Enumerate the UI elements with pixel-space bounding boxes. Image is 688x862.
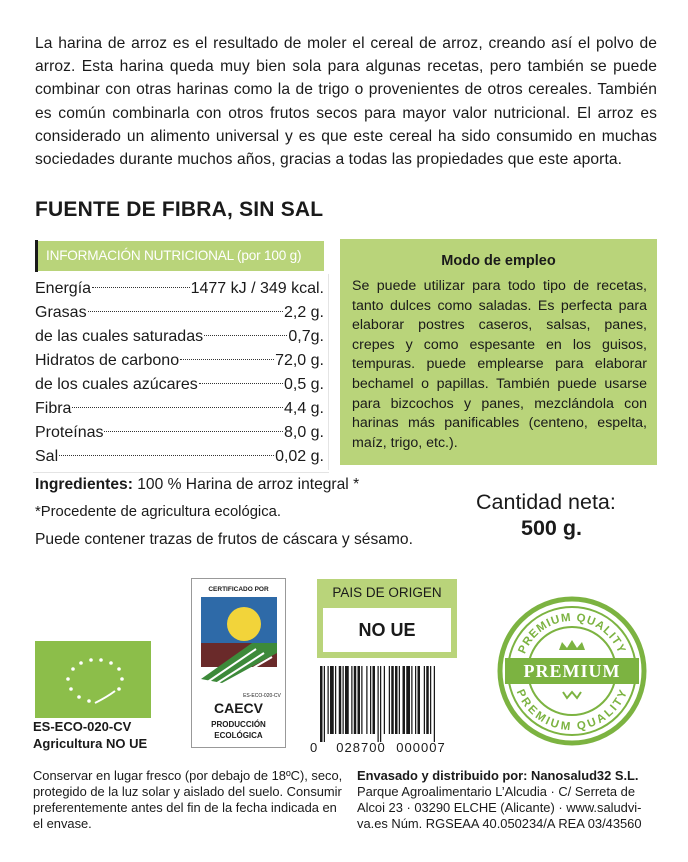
barcode-bar bbox=[426, 666, 429, 734]
nutrient-label: Proteínas bbox=[35, 424, 104, 441]
nutrition-row bbox=[35, 277, 324, 301]
barcode-bar bbox=[399, 666, 400, 734]
ingredients-value: 100 % Harina de arroz integral * bbox=[132, 476, 360, 493]
eu-organic-code: ES-ECO-020-CV bbox=[33, 719, 132, 734]
barcode-bar bbox=[391, 666, 394, 734]
nutrient-label: Sal bbox=[35, 448, 59, 465]
nutrient-value: 2,2 g. bbox=[283, 304, 324, 321]
net-quantity-value: 500 g. bbox=[521, 516, 582, 540]
nutrition-row bbox=[35, 373, 324, 397]
barcode-bar bbox=[380, 666, 381, 742]
nutrient-value: 1477 kJ / 349 kcal. bbox=[190, 280, 324, 297]
origin-value: NO UE bbox=[358, 620, 416, 640]
nutrition-row bbox=[35, 445, 324, 469]
barcode-bar bbox=[403, 666, 406, 734]
barcode-bar bbox=[415, 666, 416, 734]
allergen-note: Puede contener trazas de frutos de cáscara y sésamo. bbox=[35, 531, 413, 548]
premium-top: PREMIUM QUALITY bbox=[516, 611, 628, 656]
barcode-bar bbox=[324, 666, 325, 742]
barcode-bar bbox=[354, 666, 357, 734]
barcode-bar bbox=[361, 666, 362, 734]
caecv-line2: ECOLÓGICA bbox=[214, 731, 263, 740]
storage-instructions: Conservar en lugar fresco (por debajo de 18ºC), seco, protegido de la luz solar y aislado del suelo. Consumir preferentemente antes del fin de la fecha indicada en el envase. bbox=[33, 768, 343, 831]
nutrient-label: de los cuales azúcares bbox=[35, 376, 198, 393]
barcode-bar bbox=[345, 666, 349, 734]
net-quantity-label: Cantidad neta: bbox=[476, 490, 616, 514]
barcode-bar bbox=[411, 666, 412, 734]
nutrition-header bbox=[35, 241, 324, 271]
barcode-bar bbox=[370, 666, 371, 734]
packager-address: Parque Agroalimentario L’Alcudia · C/ Serreta de Alcoi 23 · 03290 ELCHE (Alicante) · www.saludvi-va.es Núm. RGSEAA 40.050234/A REA 03/43560 bbox=[357, 784, 642, 831]
barcode-bar bbox=[366, 666, 367, 734]
caecv-name: CAECV bbox=[213, 700, 264, 716]
barcode-bar bbox=[424, 666, 425, 734]
nutrient-label: de las cuales saturadas bbox=[35, 328, 204, 345]
barcode bbox=[306, 666, 467, 755]
ingredients-label: Ingredientes: bbox=[35, 476, 133, 493]
nutrient-label: Hidratos de carbono bbox=[35, 352, 180, 369]
divider bbox=[328, 274, 329, 470]
intro-paragraph: La harina de arroz es el resultado de moler el cereal de arroz, creando así el polvo de arroz. Esta harina queda muy bien sola para algunas recetas, pero también se puede combinar con otras harinas como la de trigo o provenientes de otros cereales. También es común combinarla con otros frutos secos para mayor valor nutricional. El arroz es considerado un alimento universal y es que este cereal ha sido consumido en muchas sociedades durante muchos años, gracias a todas las propiedades que este aporta. bbox=[35, 35, 657, 169]
caecv-line1: PRODUCCIÓN bbox=[211, 720, 266, 729]
eu-agriculture-origin: Agricultura NO UE bbox=[33, 736, 148, 751]
barcode-bar bbox=[384, 666, 385, 734]
usage-text: Se puede utilizar para todo tipo de recetas, tanto dulces como saladas. Es perfecta para elaborar postres caseros, salsas, panes, crepes y como espesante en los guisos, tempuras. puede emplearse para elaborar bechamel o papillas. También puede usarse para bizcochos y panes, mezclándola con harinas más panificables (centeno, espelta, maíz, trigo, etc.). bbox=[352, 278, 647, 451]
country-of-origin-panel bbox=[317, 579, 457, 658]
nutrition-table bbox=[35, 277, 324, 469]
nutrition-row bbox=[35, 325, 324, 349]
nutrient-value: 0,02 g. bbox=[275, 448, 324, 465]
nutrition-row bbox=[35, 349, 324, 373]
nutrient-label: Grasas bbox=[35, 304, 87, 321]
caecv-code: ES-ECO-020-CV bbox=[243, 693, 281, 699]
barcode-bar bbox=[395, 666, 398, 734]
barcode-bar bbox=[320, 666, 323, 742]
barcode-digits-right: 000007 bbox=[396, 740, 446, 755]
nutrient-value: 0,5 g. bbox=[283, 376, 324, 393]
nutrient-label: Energía bbox=[35, 280, 92, 297]
barcode-bar bbox=[343, 666, 344, 734]
barcode-bar bbox=[430, 666, 431, 734]
eu-organic-leaf-icon bbox=[35, 641, 151, 718]
caecv-certification-logo bbox=[191, 578, 286, 748]
origin-note: *Procedente de agricultura ecológica. bbox=[35, 504, 281, 520]
svg-text:PREMIUM QUALITY bbox=[514, 688, 631, 734]
barcode-bar bbox=[389, 666, 390, 734]
barcode-bar bbox=[434, 666, 435, 742]
headline: FUENTE DE FIBRA, SIN SAL bbox=[35, 198, 324, 221]
nutrient-value: 8,0 g. bbox=[283, 424, 324, 441]
nutrient-label: Fibra bbox=[35, 400, 72, 417]
premium-center: PREMIUM bbox=[523, 661, 621, 681]
barcode-bar bbox=[335, 666, 336, 734]
barcode-bar bbox=[339, 666, 342, 734]
barcode-bar bbox=[330, 666, 334, 734]
barcode-bar bbox=[328, 666, 329, 734]
divider bbox=[33, 472, 329, 473]
nutrition-row bbox=[35, 421, 324, 445]
packager-info bbox=[357, 768, 662, 832]
barcode-digits-mid: 028700 bbox=[336, 740, 386, 755]
origin-value-box bbox=[323, 608, 451, 652]
usage-title: Modo de empleo bbox=[441, 253, 556, 269]
packager-label: Envasado y distribuido por: Nanosalud32 S.L. bbox=[357, 768, 639, 783]
barcode-bar bbox=[373, 666, 376, 734]
premium-quality-seal bbox=[497, 596, 647, 746]
barcode-bar bbox=[406, 666, 410, 734]
caecv-top: CERTIFICADO POR bbox=[208, 586, 269, 593]
barcode-bar bbox=[418, 666, 421, 734]
nutrition-header-bar bbox=[35, 240, 38, 272]
nutrition-row bbox=[35, 301, 324, 325]
usage-panel bbox=[340, 239, 657, 465]
premium-bottom: PREMIUM QUALITY bbox=[513, 687, 631, 734]
barcode-bar bbox=[351, 666, 352, 734]
nutrient-value: 4,4 g. bbox=[283, 400, 324, 417]
nutrient-value: 72,0 g. bbox=[275, 352, 324, 369]
nutrient-value: 0,7g. bbox=[288, 328, 324, 345]
origin-label: PAIS DE ORIGEN bbox=[332, 585, 442, 600]
barcode-bar bbox=[358, 666, 361, 734]
ingredients bbox=[35, 476, 359, 494]
barcode-digit-left: 0 bbox=[310, 740, 318, 755]
barcode-bar bbox=[378, 666, 379, 742]
nutrition-row bbox=[35, 397, 324, 421]
nutrition-header-label: INFORMACIÓN NUTRICIONAL (por 100 g) bbox=[46, 248, 302, 263]
